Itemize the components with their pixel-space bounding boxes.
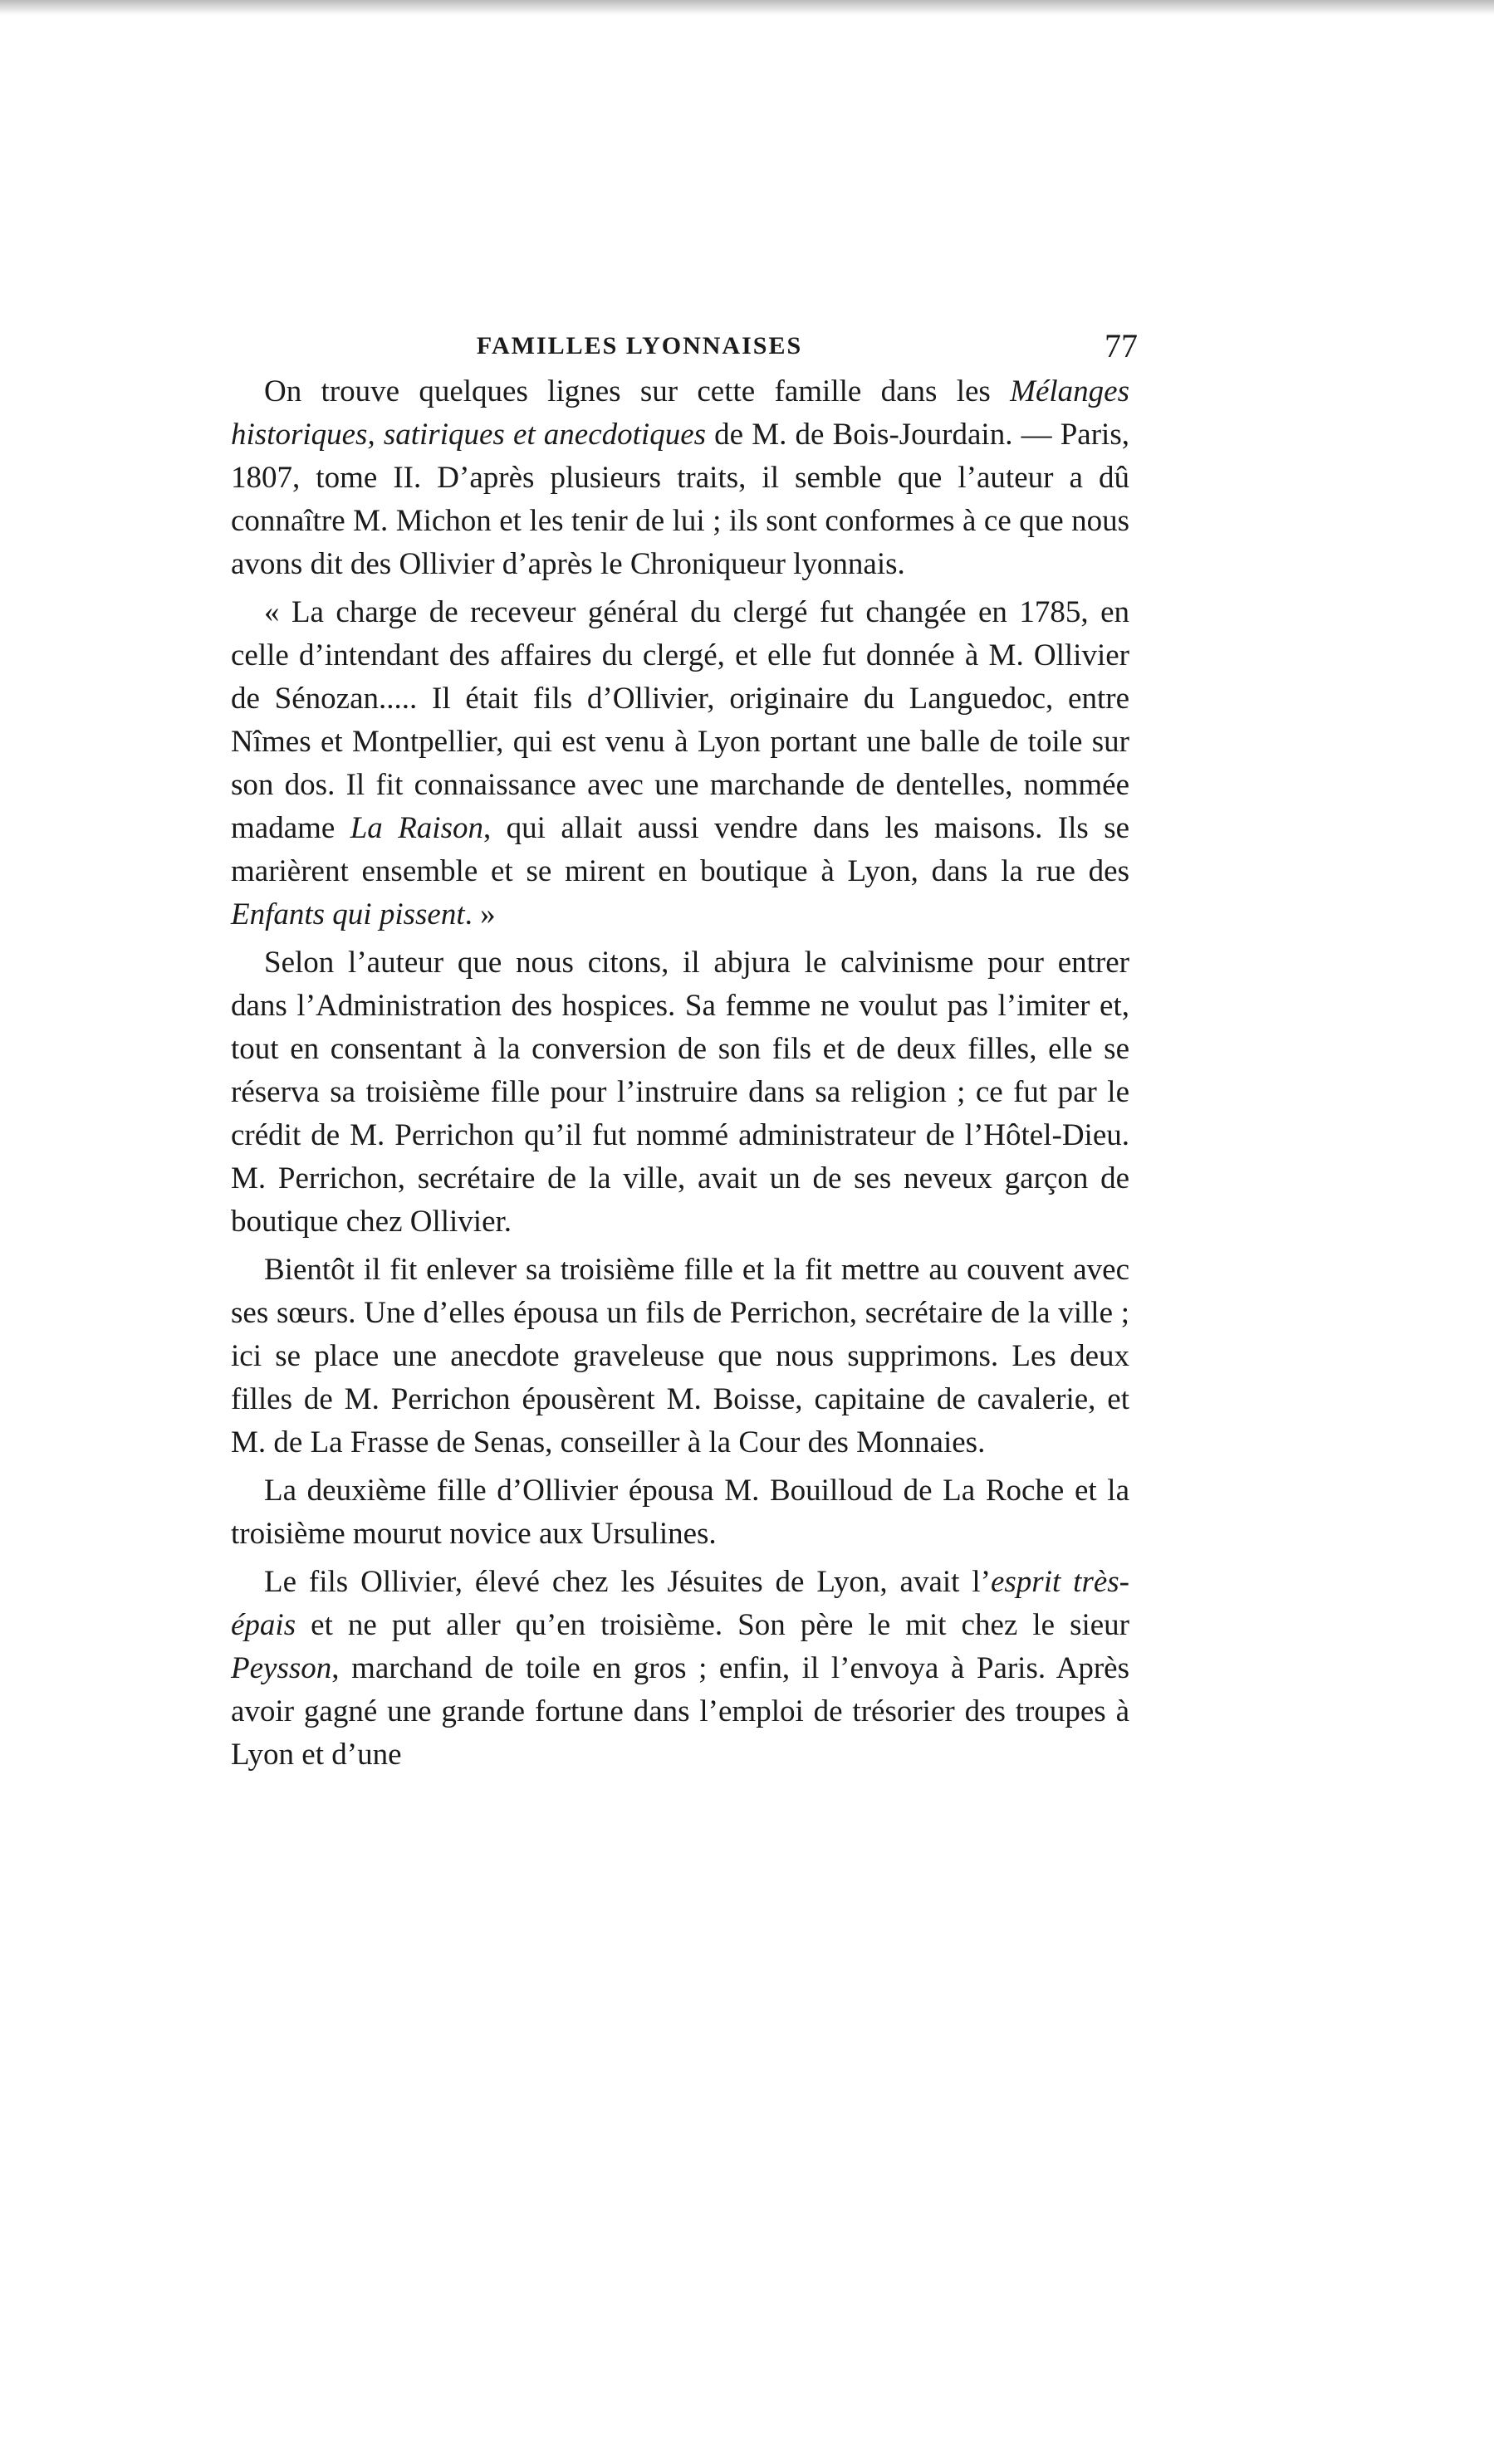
body-text (231, 370, 1129, 1777)
paragraph-2-italic-name: La Raison (350, 811, 483, 845)
paragraph-2-italic-street: Enfants qui pissent (231, 897, 465, 931)
paragraph-6-text-e: , marchand de toile en gros ; enfin, il l’envoya à Paris. Après avoir gagné une grande fortune dans l’emploi de trésorier des troupes à Lyon et d’une (231, 1651, 1129, 1772)
paragraph-1 (231, 370, 1129, 586)
paragraph-6-italic-phrase: esprit très-épais (231, 1565, 1129, 1642)
page-number: 77 (1105, 327, 1138, 364)
paragraph-6 (231, 1561, 1129, 1777)
paragraph-6-text-a: Le fils Ollivier, élevé chez les Jésuites de Lyon, avait l’ (264, 1565, 991, 1599)
paragraph-2-text-e: . » (464, 897, 496, 931)
paragraph-1-italic-title: Mélanges historiques, satiriques et anecdotiques (231, 374, 1129, 452)
paragraph-2-text-a: « La charge de receveur général du clergé fut changée en 1785, en celle d’intendant des affaires du clergé, et elle fut donnée à M. Ollivier de Sénozan..... Il était fils d’Ollivier, originaire du Languedoc, entre Nîmes et Montpellier, qui est venu à Lyon portant une balle de toile sur son dos. Il fit connaissance avec une marchande de dentelles, nommée madame (231, 595, 1129, 845)
paragraph-6-italic-name: Peysson (231, 1651, 332, 1685)
paragraph-1-text-c: de M. de Bois-Jourdain. — Paris, 1807, tome II. D’après plusieurs traits, il semble que l’auteur a dû connaître M. Michon et les tenir de lui ; ils sont conformes à ce que nous avons dit des Ollivier d’après le Chroniqueur lyonnais. (231, 418, 1129, 581)
paragraph-1-text-a: On trouve quelques lignes sur cette famille dans les (264, 374, 1011, 408)
running-head (224, 325, 1138, 367)
paragraph-6-text-c: et ne put aller qu’en troisième. Son père le mit chez le sieur (296, 1608, 1129, 1642)
paragraph-2-text-c: , qui allait aussi vendre dans les maisons. Ils se marièrent ensemble et se mirent en boutique à Lyon, dans la rue des (231, 811, 1130, 888)
running-title: FAMILLES LYONNAISES (476, 332, 803, 359)
paragraph-4: Bientôt il fit enlever sa troisième fille et la fit mettre au couvent avec ses sœurs. Une d’elles épousa un fils de Perrichon, secrétaire de la ville ; ici se place une anecdote graveleuse que nous supprimons. Les deux filles de M. Perrichon épousèrent M. Boisse, capitaine de cavalerie, et M. de La Frasse de Senas, conseiller à la Cour des Monnaies. (231, 1253, 1129, 1459)
scan-edge-shadow (0, 0, 1494, 15)
paragraph-3: Selon l’auteur que nous citons, il abjura le calvinisme pour entrer dans l’Administration des hospices. Sa femme ne voulut pas l’imiter et, tout en consentant à la conversion de son fils et de deux filles, elle se réserva sa troisième fille pour l’instruire dans sa religion ; ce fut par le crédit de M. Perrichon qu’il fut nommé administrateur de l’Hôtel-Dieu. M. Perrichon, secrétaire de la ville, avait un de ses neveux garçon de boutique chez Ollivier. (231, 946, 1129, 1239)
paragraph-5: La deuxième fille d’Ollivier épousa M. Bouilloud de La Roche et la troisième mourut novice aux Ursulines. (231, 1474, 1129, 1551)
paragraph-2-quotation (231, 591, 1129, 936)
